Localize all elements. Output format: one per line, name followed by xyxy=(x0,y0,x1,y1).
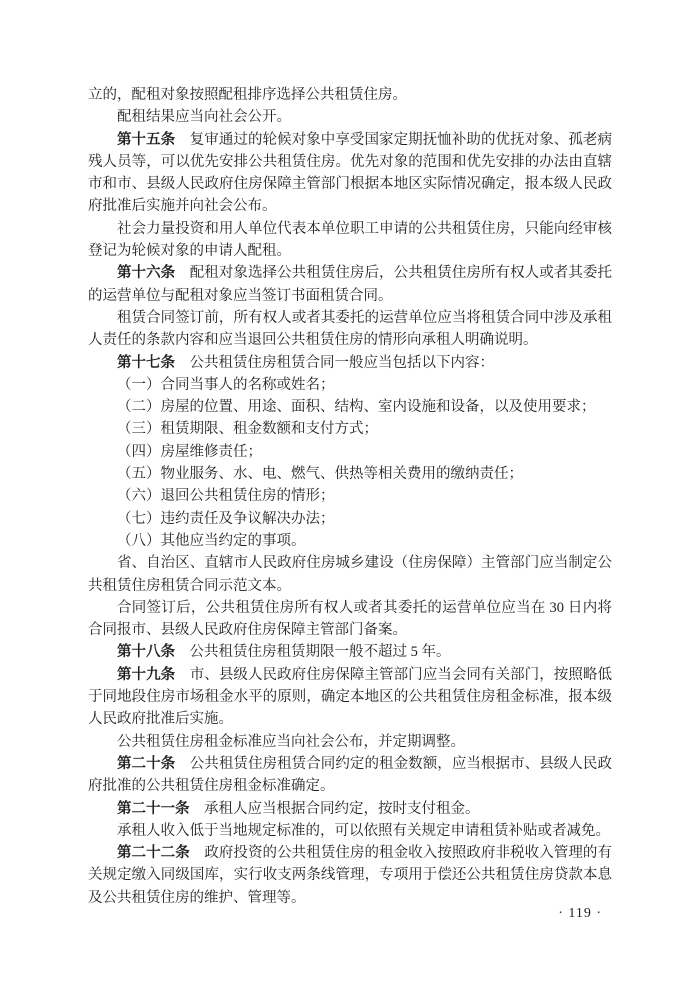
article-paragraph xyxy=(88,352,612,374)
article-number: 第二十条 xyxy=(117,755,176,772)
paragraph-text: （五）物业服务、水、电、燃气、供热等相关费用的缴纳责任； xyxy=(117,466,523,483)
paragraph xyxy=(88,374,612,396)
paragraph xyxy=(88,508,612,530)
paragraph-text: （一）合同当事人的名称或姓名； xyxy=(117,376,335,393)
article-number: 第十八条 xyxy=(117,644,175,661)
paragraph xyxy=(88,84,612,106)
paragraph-text: 承租人收入低于当地规定标准的，可以依照有关规定申请租赁补贴或者减免。 xyxy=(117,822,610,839)
paragraph xyxy=(88,396,612,418)
paragraph xyxy=(88,820,612,842)
paragraph-text: （六）退回公共租赁住房的情形； xyxy=(117,488,335,505)
paragraph-text: 公共租赁住房租金标准应当向社会公布，并定期调整。 xyxy=(117,733,465,750)
paragraph xyxy=(88,731,612,753)
paragraph-text: 合同签订后，公共租赁住房所有权人或者其委托的运营单位应当在 30 日内将合同报市、县级人民政府住房保障主管部门备案。 xyxy=(88,599,612,639)
paragraph xyxy=(88,418,612,440)
paragraph-text: （三）租赁期限、租金数额和支付方式； xyxy=(117,421,378,438)
article-number: 第二十一条 xyxy=(117,800,190,817)
paragraph-text: （七）违约责任及争议解决办法； xyxy=(117,510,335,527)
article-paragraph xyxy=(88,641,612,663)
article-paragraph xyxy=(88,842,612,909)
paragraph-text: 公共租赁住房租赁合同约定的租金数额，应当根据市、县级人民政府批准的公共租赁住房租金标准确定。 xyxy=(88,755,612,795)
paragraph-text: （二）房屋的位置、用途、面积、结构、室内设施和设备，以及使用要求； xyxy=(117,399,596,416)
paragraph-text: 承租人应当根据合同约定，按时支付租金。 xyxy=(204,800,480,817)
paragraph xyxy=(88,218,612,263)
article-number: 第二十二条 xyxy=(117,845,190,862)
article-number: 第十六条 xyxy=(117,265,176,282)
paragraph xyxy=(88,463,612,485)
article-paragraph xyxy=(88,262,612,307)
paragraph-text: 立的，配租对象按照配租排序选择公共租赁住房。 xyxy=(88,87,407,103)
paragraph-text: 市、县级人民政府住房保障主管部门应当会同有关部门，按照略低于同地段住房市场租金水平的原则，确定本地区的公共租赁住房租金标准，报本级人民政府批准后实施。 xyxy=(88,666,612,728)
paragraph xyxy=(88,441,612,463)
paragraph xyxy=(88,597,612,642)
page-number: · 119 · xyxy=(558,906,602,921)
article-number: 第十七条 xyxy=(117,354,175,371)
article-paragraph xyxy=(88,129,612,218)
paragraph-text: （四）房屋维修责任； xyxy=(117,443,262,460)
article-number: 第十九条 xyxy=(117,666,176,683)
paragraph-text: 省、自治区、直辖市人民政府住房城乡建设（住房保障）主管部门应当制定公共租赁住房租赁合同示范文本。 xyxy=(88,555,612,594)
paragraph xyxy=(88,552,612,597)
paragraph xyxy=(88,106,612,128)
article-paragraph xyxy=(88,798,612,820)
paragraph-text: 配租结果应当向社会公开。 xyxy=(117,109,291,126)
paragraph-text: 社会力量投资和用人单位代表本单位职工申请的公共租赁住房，只能向经审核登记为轮候对象的申请人配租。 xyxy=(88,220,612,260)
paragraph xyxy=(88,485,612,507)
paragraph-text: 公共租赁住房租赁合同一般应当包括以下内容： xyxy=(189,354,494,371)
paragraph-text: 公共租赁住房租赁期限一般不超过 5 年。 xyxy=(189,644,451,661)
document-body xyxy=(88,84,612,909)
paragraph xyxy=(88,307,612,352)
paragraph-text: 政府投资的公共租赁住房的租金收入按照政府非税收入管理的有关规定缴入同级国库，实行收支两条线管理，专项用于偿还公共租赁住房贷款本息及公共租赁住房的维护、管理等。 xyxy=(88,845,612,906)
article-paragraph xyxy=(88,664,612,731)
paragraph xyxy=(88,530,612,552)
article-number: 第十五条 xyxy=(117,131,176,148)
paragraph-text: （八）其他应当约定的事项。 xyxy=(117,532,306,549)
paragraph-text: 复审通过的轮候对象中享受国家定期抚恤补助的优抚对象、孤老病残人员等，可以优先安排公共租赁住房。优先对象的范围和优先安排的办法由直辖市和市、县级人民政府住房保障主管部门根据本地区实际情况确定，报本级人民政府批准后实施并向社会公布。 xyxy=(88,131,612,215)
paragraph-text: 配租对象选择公共租赁住房后，公共租赁住房所有权人或者其委托的运营单位与配租对象应当签订书面租赁合同。 xyxy=(88,265,612,304)
paragraph-text: 租赁合同签订前，所有权人或者其委托的运营单位应当将租赁合同中涉及承租人责任的条款内容和应当退回公共租赁住房的情形向承租人明确说明。 xyxy=(88,309,612,349)
article-paragraph xyxy=(88,753,612,798)
